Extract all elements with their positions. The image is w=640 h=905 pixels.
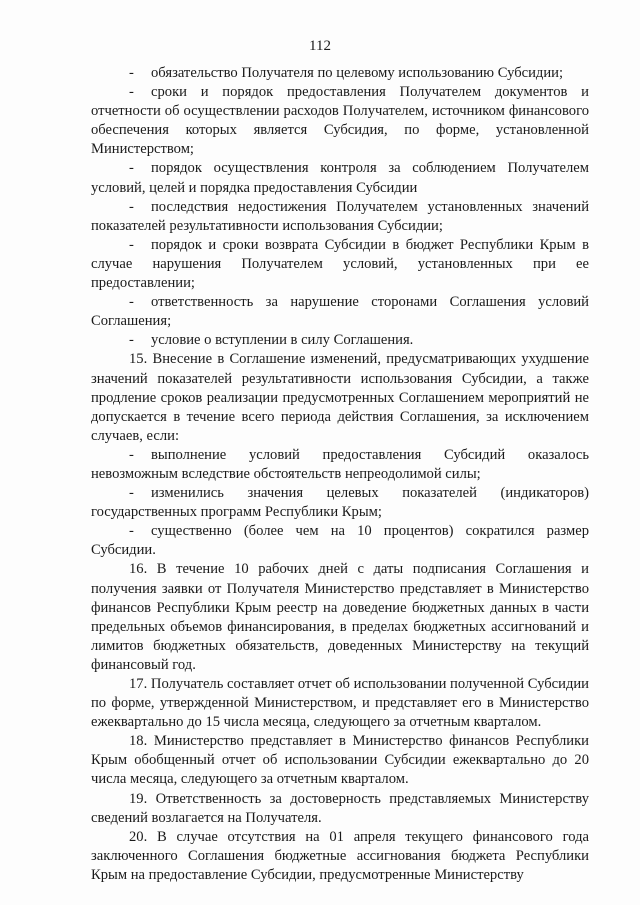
dash-marker: -: [129, 160, 134, 177]
list-item: - выполнение условий предоставления Субсидий оказалось невозможным вследствие обстоятельств непреодолимой силы;: [91, 446, 589, 482]
dash-marker: -: [129, 236, 134, 253]
list-item: - сроки и порядок предоставления Получателем документов и отчетности об осуществлении расходов Получателем, источником финансового обеспечения которых является Субсидия, по форме, установленной Министерством;: [91, 84, 589, 158]
paragraph-19: 19. Ответственность за достоверность представляемых Министерству сведений возлагается на Получателя.: [91, 790, 589, 826]
dash-marker: -: [129, 65, 134, 81]
dash-marker: -: [129, 485, 134, 502]
dash-marker: -: [129, 294, 134, 311]
list-item: - порядок и сроки возврата Субсидии в бюджет Республики Крым в случае нарушения Получателем условий, установленных при ее предоставлении;: [91, 236, 589, 292]
paragraph-15: 15. Внесение в Соглашение изменений, предусматривающих ухудшение значений показателей результативности использования Субсидии, а также продление сроков реализации предусмотренных Соглашением мероприятий не допускается в течение всего периода действия Соглашения, за исключением случаев, если:: [91, 351, 589, 444]
paragraph-17: 17. Получатель составляет отчет об использовании полученной Субсидии по форме, утвержденной Министерством, и представляет его в Министерство ежеквартально до 15 числа месяца, следующего за отчетным кварталом.: [91, 676, 589, 731]
page-number: 112: [309, 38, 331, 54]
paragraph-16: 16. В течение 10 рабочих дней с даты подписания Соглашения и получения заявки от Получателя Министерство представляет в Министерство финансов Республики Крым реестр на доведение бюджетных данных в части предельных объемов финансирования, в пределах бюджетных ассигнований и лимитов бюджетных обязательств, доведенных Министерству на текущий финансовый год.: [91, 561, 589, 673]
list-item: - изменились значения целевых показателей (индикаторов) государственных программ Республики Крым;: [91, 485, 589, 521]
paragraph-20: 20. В случае отсутствия на 01 апреля текущего финансового года заключенного Соглашения бюджетные ассигнования бюджета Республики Крым на предоставление Субсидии, предусмотренные Министерству: [91, 828, 589, 883]
dash-marker: -: [129, 446, 134, 463]
list-item: - последствия недостижения Получателем установленных значений показателей результативности использования Субсидии;: [91, 198, 589, 234]
dash-marker: -: [129, 523, 134, 540]
dash-marker: -: [129, 198, 134, 215]
document-body: [91, 64, 589, 885]
list-item: - порядок осуществления контроля за соблюдением Получателем условий, целей и порядка предоставления Субсидии: [91, 160, 589, 196]
list-item: - условие о вступлении в силу Соглашения.: [91, 331, 589, 350]
list-item: - обязательство Получателя по целевому использованию Субсидии;: [91, 64, 589, 83]
paragraph-18: 18. Министерство представляет в Министерство финансов Республики Крым обобщенный отчет об использовании Субсидии ежеквартально до 20 числа месяца, следующего за отчетным кварталом.: [91, 733, 589, 788]
list-item: - существенно (более чем на 10 процентов) сократился размер Субсидии.: [91, 523, 589, 559]
list-item: - ответственность за нарушение сторонами Соглашения условий Соглашения;: [91, 294, 589, 330]
dash-marker: -: [129, 332, 134, 349]
dash-marker: -: [129, 84, 134, 101]
